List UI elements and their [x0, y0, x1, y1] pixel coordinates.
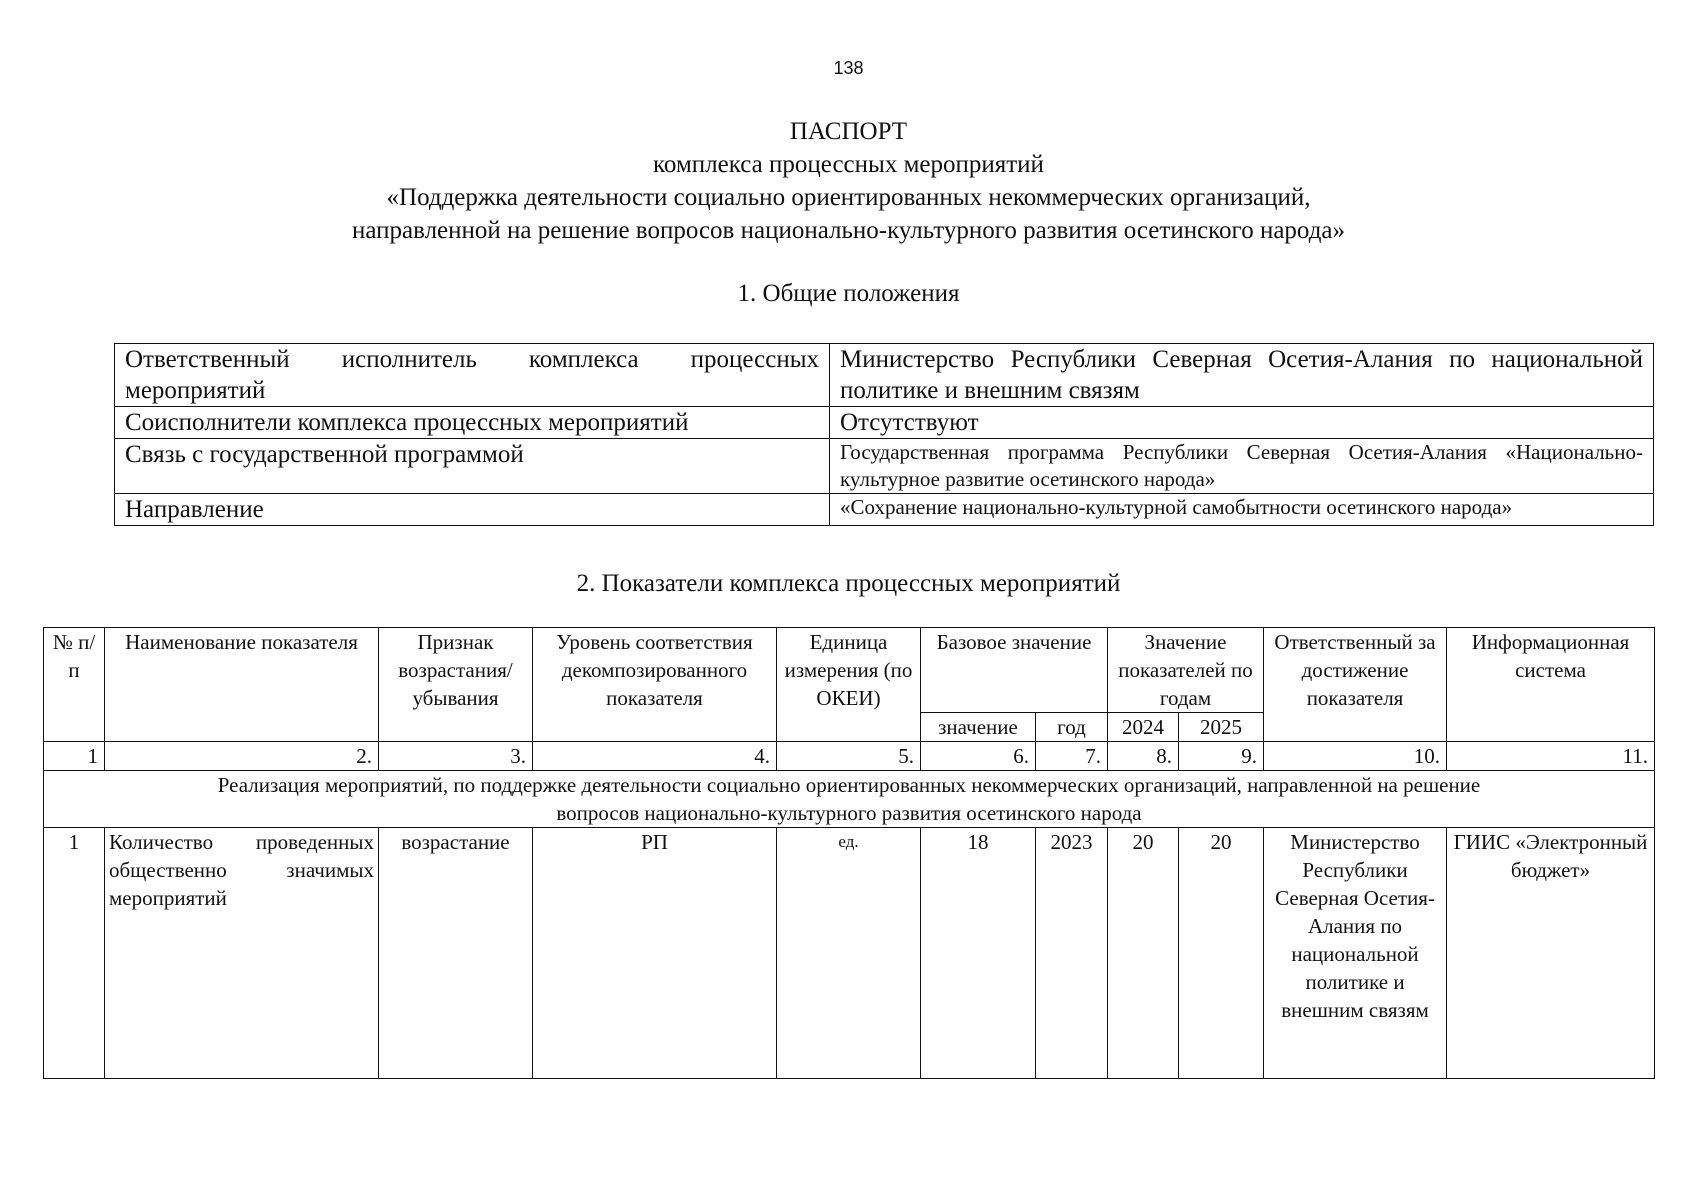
header-values: Значение показателей по годам	[1108, 628, 1264, 713]
col-number: 4.	[533, 742, 777, 771]
header-responsible: Ответственный за достижение показателя	[1264, 628, 1447, 742]
responsible-value: Министерство Республики Северная Осетия-Алания по национальной политике и внешним связям	[830, 344, 1654, 407]
coexecutors-label: Соисполнители комплекса процессных мероприятий	[115, 407, 830, 439]
direction-label: Направление	[115, 494, 830, 526]
row-num: 1	[44, 828, 105, 1079]
direction-value: «Сохранение национально-культурной самобытности осетинского народа»	[830, 494, 1654, 526]
indicator-base-value: 18	[921, 828, 1036, 1079]
col-number: 6.	[921, 742, 1036, 771]
col-number: 2.	[105, 742, 379, 771]
indicator-sign: возрастание	[379, 828, 533, 1079]
title-line-4: направленной на решение вопросов национально-культурного развития осетинского народа»	[351, 217, 1346, 244]
indicator-base-year: 2023	[1036, 828, 1108, 1079]
header-year-2025: 2025	[1179, 713, 1264, 742]
header-sign: Признак возрастания/ убывания	[379, 628, 533, 742]
header-year-2024: 2024	[1108, 713, 1179, 742]
responsible-label: Ответственный исполнитель комплекса процессных мероприятий	[115, 344, 830, 407]
col-number: 5.	[777, 742, 921, 771]
header-level: Уровень соответствия декомпозированного показателя	[533, 628, 777, 742]
section-2-heading: 2. Показатели комплекса процессных мероприятий	[576, 570, 1121, 597]
table-row	[115, 439, 1654, 494]
program-link-label: Связь с государственной программой	[115, 439, 830, 494]
col-number: 1	[44, 742, 105, 771]
indicator-unit: ед.	[777, 828, 921, 1079]
col-number: 7.	[1036, 742, 1108, 771]
section-title: Реализация мероприятий, по поддержке деятельности социально ориентированных некоммерческих организаций, направленной на решение вопросов национально-культурного развития осетинского народа	[44, 771, 1655, 828]
col-number: 3.	[379, 742, 533, 771]
indicators-table	[43, 627, 1655, 1079]
section-row	[44, 771, 1655, 828]
header-base-value: значение	[921, 713, 1036, 742]
indicator-value-2024: 20	[1108, 828, 1179, 1079]
section-1-heading: 1. Общие положения	[737, 280, 960, 307]
title-line-2: комплекса процессных мероприятий	[653, 151, 1044, 178]
header-base-year: год	[1036, 713, 1108, 742]
coexecutors-value: Отсутствуют	[830, 407, 1654, 439]
header-name: Наименование показателя	[105, 628, 379, 742]
table-row	[115, 407, 1654, 439]
column-numbers-row	[44, 742, 1655, 771]
table-row	[115, 344, 1654, 407]
header-row	[44, 628, 1655, 713]
title-line-3: «Поддержка деятельности социально ориентированных некоммерческих организаций,	[386, 184, 1311, 211]
general-provisions-table	[114, 343, 1654, 526]
indicator-name: Количество проведенных общественно значимых мероприятий	[105, 828, 379, 1079]
col-number: 11.	[1447, 742, 1655, 771]
indicator-responsible: Министерство Республики Северная Осетия-Алания по национальной политике и внешним связям	[1264, 828, 1447, 1079]
table-row	[115, 494, 1654, 526]
header-num: № п/п	[44, 628, 105, 742]
table-row	[44, 828, 1655, 1079]
indicator-value-2025: 20	[1179, 828, 1264, 1079]
page-number: 138	[833, 58, 864, 78]
header-system: Информационная система	[1447, 628, 1655, 742]
indicator-level: РП	[533, 828, 777, 1079]
col-number: 10.	[1264, 742, 1447, 771]
col-number: 8.	[1108, 742, 1179, 771]
indicator-system: ГИИС «Электронный бюджет»	[1447, 828, 1655, 1079]
document-title	[0, 115, 1697, 247]
header-base: Базовое значение	[921, 628, 1108, 713]
program-link-value: Государственная программа Республики Северная Осетия-Алания «Национально-культурное развитие осетинского народа»	[830, 439, 1654, 494]
header-unit: Единица измерения (по ОКЕИ)	[777, 628, 921, 742]
title-line-1: ПАСПОРТ	[789, 118, 908, 145]
col-number: 9.	[1179, 742, 1264, 771]
